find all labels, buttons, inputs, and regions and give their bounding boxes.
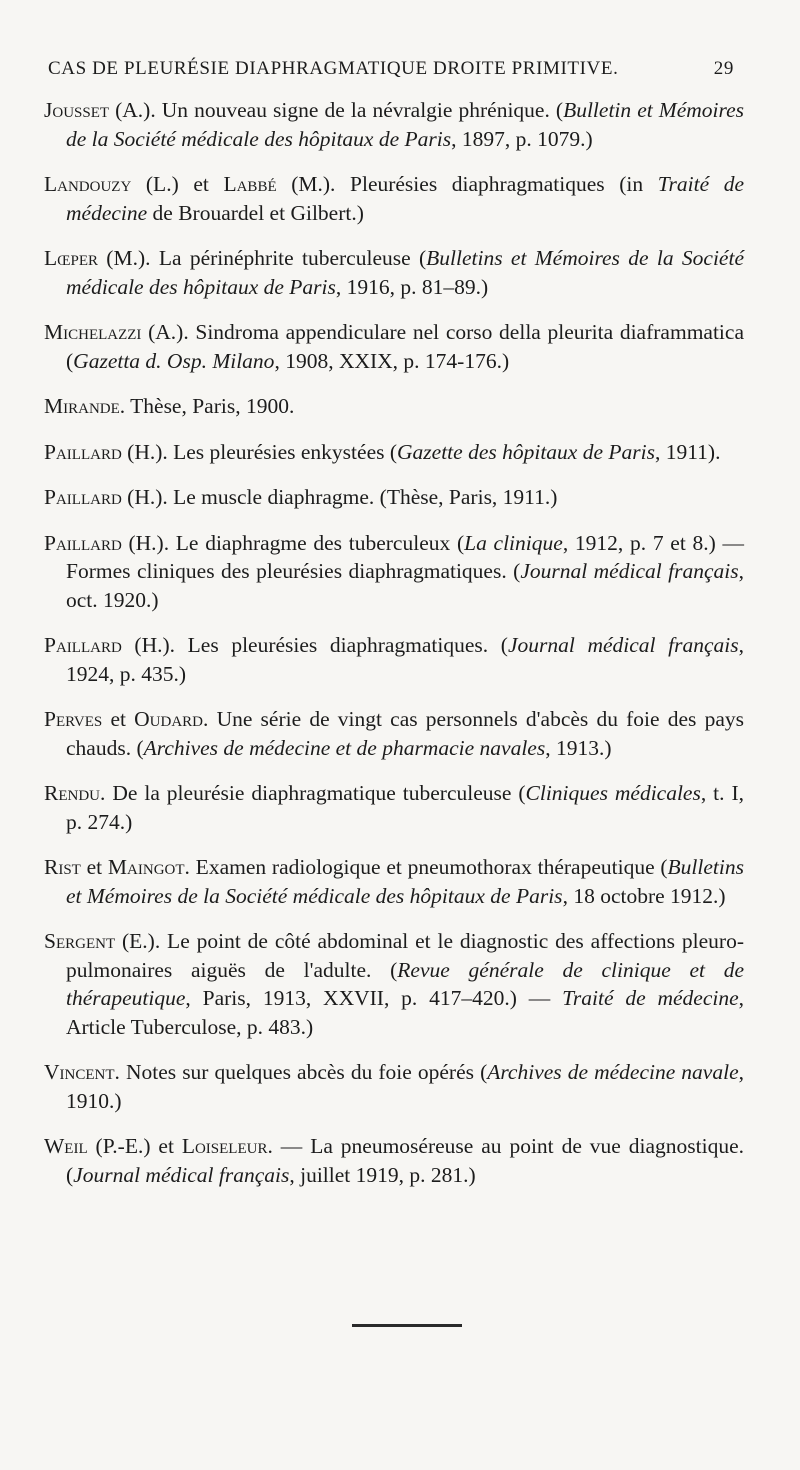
entry-author: Rist (44, 855, 81, 879)
bibliography (44, 96, 744, 1206)
bib-entry-paillard-4: Paillard (H.). Les pleurésies diaphragmatiques. (Journal médical français, 1924, p. 435.) (44, 633, 744, 686)
entry-coauthor: Maingot (107, 855, 185, 879)
bib-entry-paillard-1: Paillard (H.). Les pleurésies enkystées (Gazette des hôpitaux de Paris, 1911). (44, 439, 721, 464)
entry-author: Jousset (44, 98, 110, 122)
journal-title: La clinique (464, 530, 563, 555)
entry-coauthor: Labbé (223, 172, 277, 196)
bib-entry-paillard-3: Paillard (H.). Le diaphragme des tuberculeux (La clinique, 1912, p. 7 et 8.) — Formes cliniques des pleurésies diaphragmatiques. (Journal médical français, oct. 1920.) (44, 530, 745, 612)
entry-author: Paillard (44, 485, 122, 509)
page-number: 29 (713, 58, 734, 79)
journal-title: Journal médical français (507, 633, 739, 657)
entry-author: Weil (44, 1134, 88, 1158)
bib-entry-vincent: Vincent. Notes sur quelques abcès du foie opérés (Archives de médecine navale, 1910.) (44, 1060, 744, 1113)
bib-entry-jousset: Jousset (A.). Un nouveau signe de la névralgie phrénique. (Bulletin et Mémoires de la Société médicale des hôpitaux de Paris, 1897, p. 1079.) (44, 98, 744, 151)
bib-entry-perves: Perves et Oudard. Une série de vingt cas personnels d'abcès du foie des pays chauds. (Archives de médecine et de pharmacie navales, 1913.) (44, 707, 744, 760)
journal-title: Traité de médecine (66, 172, 745, 225)
journal-title: Archives de médecine navale (487, 1060, 739, 1084)
bib-entry-rendu: Rendu. De la pleurésie diaphragmatique tuberculeuse (Cliniques médicales, t. I, p. 274.) (44, 781, 745, 834)
journal-title: Cliniques médicales (525, 781, 701, 805)
journal-title: Bulletins et Mémoires de la Société médicale des hôpitaux de Paris (66, 855, 744, 908)
bib-entry-mirande: Mirande. Thèse, Paris, 1900. (44, 394, 295, 418)
entry-author: Sergent (44, 929, 116, 953)
entry-author: Paillard (44, 530, 122, 555)
journal-title: Bulletins et Mémoires de la Société médicale des hôpitaux de Paris (66, 246, 744, 299)
entry-author: Paillard (44, 633, 122, 657)
entry-author: Mirande (44, 394, 120, 418)
bib-entry-loeper: Lœper (M.). La périnéphrite tuberculeuse (Bulletins et Mémoires de la Société médicale des hôpitaux de Paris, 1916, p. 81–89.) (44, 246, 744, 299)
journal-title: Traité de médecine (562, 986, 739, 1010)
journal-title: Journal médical français (520, 559, 739, 583)
running-title: CAS DE PLEURÉSIE DIAPHRAGMATIQUE DROITE PRIMITIVE. (48, 58, 619, 79)
journal-title: Bulletin et Mémoires de la Société médicale des hôpitaux de Paris (66, 98, 744, 151)
entry-author: Rendu (44, 781, 101, 805)
journal-title: Archives de médecine et de pharmacie navales (143, 735, 546, 760)
bib-entry-michelazzi: Michelazzi (A.). Sindroma appendiculare nel corso della pleurita diaframmatica (Gazetta d. Osp. Milano, 1908, XXIX, p. 174-176.) (44, 320, 744, 373)
bib-entry-weil: Weil (P.-E.) et Loiseleur. — La pneumoséreuse au point de vue diagnostique. (Journal médical français, juillet 1919, p. 281.) (44, 1134, 744, 1187)
entry-coauthor: Loiseleur (181, 1134, 268, 1158)
bib-entry-landouzy: Landouzy (L.) et Labbé (M.). Pleurésies diaphragmatiques (in Traité de médecine de Brouardel et Gilbert.) (44, 172, 745, 225)
entry-author: Vincent (44, 1060, 115, 1084)
running-head (48, 58, 734, 80)
entry-author: Michelazzi (44, 320, 142, 344)
entry-coauthor: Oudard (134, 707, 204, 731)
bib-entry-rist: Rist et Maingot. Examen radiologique et pneumothorax thérapeutique (Bulletins et Mémoires de la Société médicale des hôpitaux de Paris, 18 octobre 1912.) (44, 855, 744, 908)
end-rule (352, 1324, 462, 1327)
bib-entry-sergent: Sergent (E.). Le point de côté abdominal et le diagnostic des affections pleuro-pulmonaires aiguës de l'adulte. (Revue générale de clinique et de thérapeutique, Paris, 1913, XXVII, p. 417–420.) — Traité de médecine, Article Tuberculose, p. 483.) (44, 929, 745, 1039)
journal-title: Gazette des hôpitaux de Paris (397, 439, 655, 464)
entry-author: Paillard (44, 439, 122, 464)
journal-title: Gazetta d. Osp. Milano (73, 348, 275, 373)
journal-title: Revue générale de clinique et de thérapeutique (66, 957, 744, 1010)
entry-author: Lœper (44, 246, 98, 270)
journal-title: Journal médical français (73, 1162, 290, 1187)
bib-entry-paillard-2: Paillard (H.). Le muscle diaphragme. (Thèse, Paris, 1911.) (44, 485, 558, 509)
entry-author: Landouzy (44, 172, 132, 196)
entry-author: Perves (44, 707, 103, 731)
